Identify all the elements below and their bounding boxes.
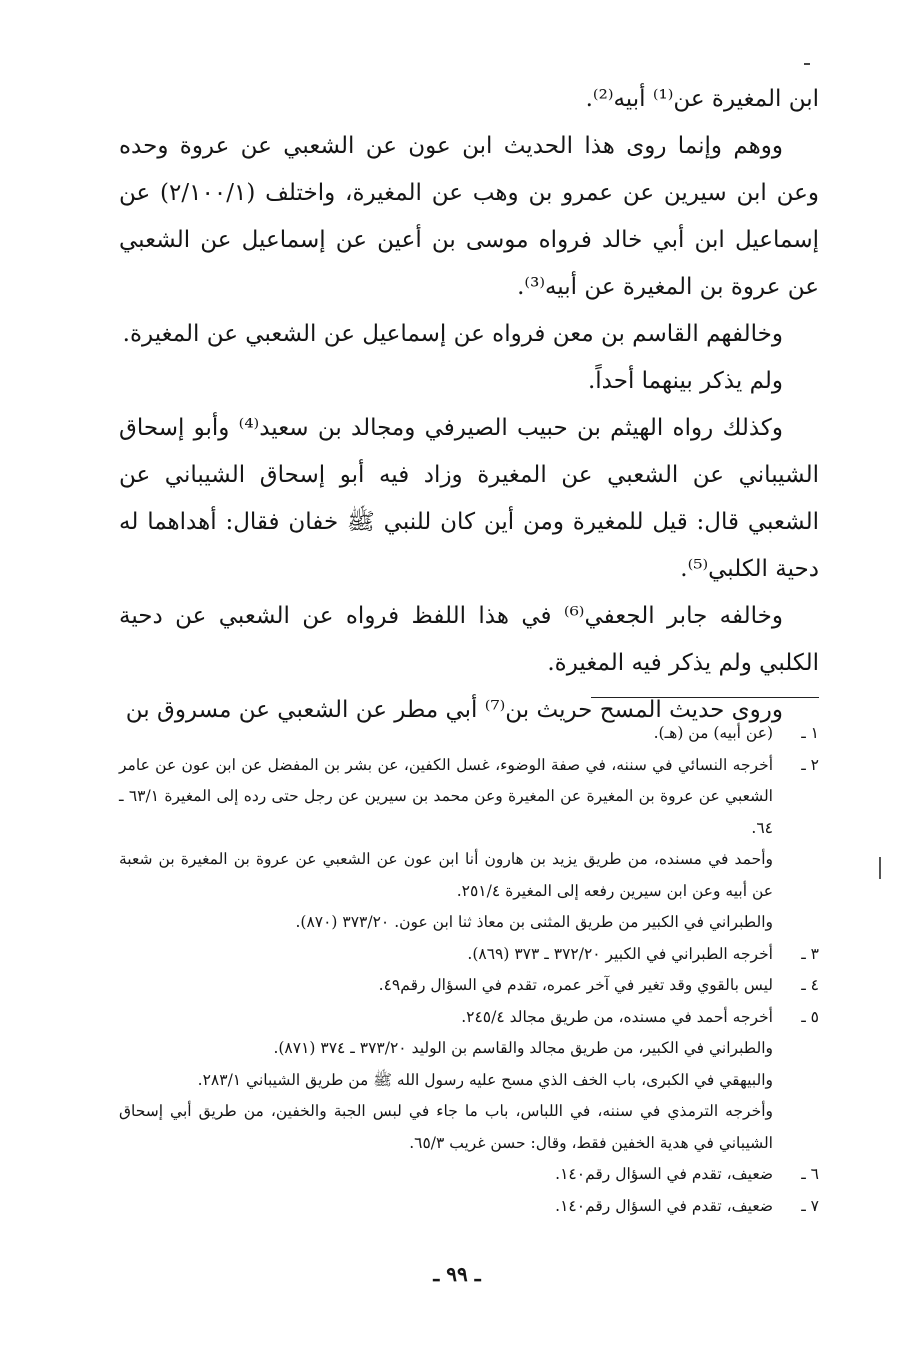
main-text xyxy=(119,76,819,734)
paragraph: ووهم وإنما روى هذا الحديث ابن عون عن الشعبي عن عروة وحده وعن ابن سيرين عن عمرو بن وهب عن المغيرة، واختلف (٢/١٠٠/١) عن إسماعيل ابن أبي خالد فرواه موسى بن أعين عن إسماعيل عن الشعبي عن عروة بن المغيرة عن أبيه⁽³⁾. xyxy=(119,133,819,300)
footnote-number: ٣ ـ xyxy=(801,944,819,963)
footnote-number: ٥ ـ xyxy=(801,1007,819,1026)
footnote xyxy=(119,939,819,971)
footnote xyxy=(119,750,819,845)
footnote-continuation xyxy=(119,1096,819,1159)
footnote-number: ٦ ـ xyxy=(801,1165,819,1183)
footnote-text: ضعيف، تقدم في السؤال رقم١٤٠. xyxy=(555,1165,773,1183)
footnote-text: وأحمد في مسنده، من طريق يزيد بن هارون أنا ابن عون عن الشعبي عن عروة بن المغيرة بن شعبة عن أبيه وعن ابن سيرين رفعه إلى المغيرة ٢٥١/٤. xyxy=(119,850,773,900)
footnote-text: والطبراني في الكبير، من طريق مجالد والقاسم بن الوليد ٣٧٣/٢٠ ـ ٣٧٤ (٨٧١). xyxy=(273,1039,773,1057)
footnote-continuation xyxy=(119,907,819,939)
footnotes xyxy=(119,718,819,1222)
paragraph: وخالفه جابر الجعفي⁽⁶⁾ في هذا اللفظ فرواه عن الشعبي عن دحية الكلبي ولم يذكر فيه المغيرة. xyxy=(119,603,819,676)
scan-artifact xyxy=(804,63,810,65)
footnote-number: ٢ ـ xyxy=(801,755,819,774)
paragraph: وكذلك رواه الهيثم بن حبيب الصيرفي ومجالد بن سعيد⁽⁴⁾ وأبو إسحاق الشيباني عن الشعبي عن المغيرة وزاد فيه أبو إسحاق الشيباني عن الشعبي قال: قيل للمغيرة ومن أين كان للنبي ﷺ خفان فقال: أهداهما له دحية الكلبي⁽⁵⁾. xyxy=(119,415,819,582)
footnote xyxy=(119,1002,819,1034)
paragraph: وخالفهم القاسم بن معن فرواه عن إسماعيل عن الشعبي عن المغيرة. xyxy=(122,321,783,347)
footnote-text: ضعيف، تقدم في السؤال رقم١٤٠. xyxy=(555,1196,773,1215)
footnote-text: أخرجه الطبراني في الكبير ٣٧٢/٢٠ ـ ٣٧٣ (٨٦٩). xyxy=(467,944,773,963)
footnote xyxy=(119,718,819,750)
paragraph: ابن المغيرة عن⁽¹⁾ أبيه⁽²⁾. xyxy=(585,86,819,112)
paragraph: ولم يذكر بينهما أحداً. xyxy=(587,368,783,394)
page-number: ـ ٩٩ ـ xyxy=(433,1262,481,1286)
footnote-number: ٧ ـ xyxy=(801,1196,819,1215)
footnote-number: ٤ ـ xyxy=(801,976,819,994)
footnote-text: والطبراني في الكبير من طريق المثنى بن معاذ ثنا ابن عون. ٣٧٣/٢٠ (٨٧٠). xyxy=(295,913,773,931)
footnote-continuation xyxy=(119,1033,819,1065)
footnote xyxy=(119,1191,819,1223)
footnote-number: ١ ـ xyxy=(801,724,819,742)
margin-mark xyxy=(879,857,881,879)
footnote xyxy=(119,970,819,1002)
footnote-text: والبيهقي في الكبرى، باب الخف الذي مسح عليه رسول الله ﷺ من طريق الشيباني ٢٨٣/١. xyxy=(197,1070,773,1089)
footnote-continuation xyxy=(119,844,819,907)
footnote xyxy=(119,1159,819,1191)
footnote-text: (عن أبيه) من (هـ). xyxy=(653,724,773,742)
paragraph: وروى حديث المسح حريث بن⁽⁷⁾ أبي مطر عن الشعبي عن مسروق بن xyxy=(125,697,783,723)
footnote-continuation xyxy=(119,1065,819,1097)
footnote-text: وأخرجه الترمذي في سننه، في اللباس، باب ما جاء في لبس الجبة والخفين، من طريق أبي إسحاق الشيباني في هدية الخفين فقط، وقال: حسن غريب ٦٥/٣. xyxy=(119,1102,773,1152)
footnote-separator xyxy=(591,697,819,698)
footnote-text: أخرجه أحمد في مسنده، من طريق مجالد ٢٤٥/٤. xyxy=(461,1007,773,1026)
footnote-text: أخرجه النسائي في سننه، في صفة الوضوء، غسل الكفين، عن بشر بن المفضل عن ابن عون عن عامر الشعبي عن عروة بن المغيرة عن المغيرة وعن محمد بن سيرين عن رجل حتى رده إلى المغيرة ٦٣/١ ـ ٦٤. xyxy=(119,755,774,837)
footnote-text: ليس بالقوي وقد تغير في آخر عمره، تقدم في السؤال رقم٤٩. xyxy=(378,976,773,994)
